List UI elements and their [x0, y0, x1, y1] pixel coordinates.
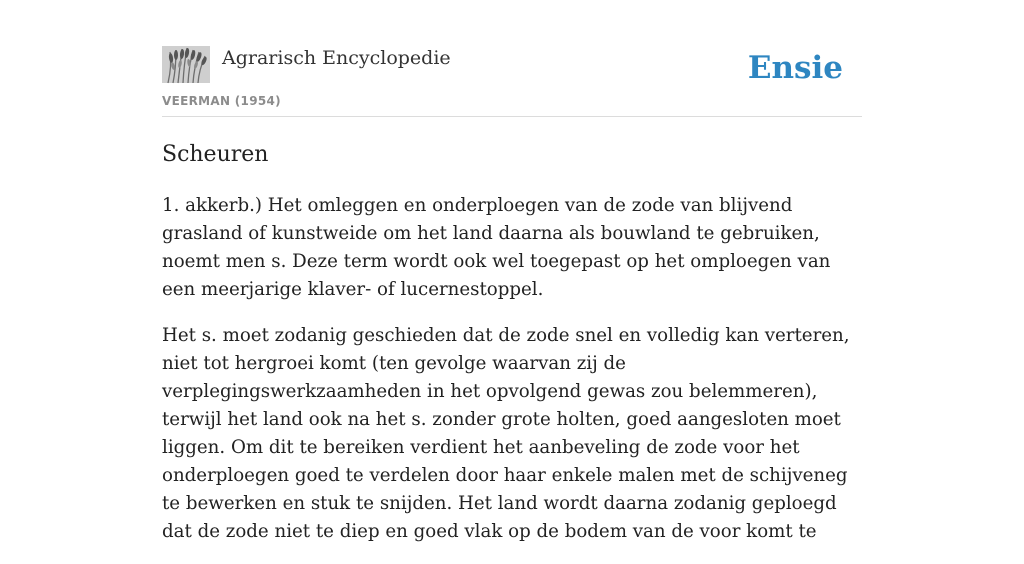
entry-title: Scheuren — [162, 142, 269, 167]
site-header — [162, 46, 862, 117]
brand-logo[interactable]: Ensie — [747, 50, 843, 86]
entry-paragraph: 1. akkerb.) Het omleggen en onderploegen van de zode van blijvend grasland of kunstweide om het land daarna als bouwland te gebruiken, noemt men s. Deze term wordt ook wel toegepast op het omploegen van een meerjarige klaver- of lucernestoppel. — [162, 195, 831, 300]
book-title[interactable]: Agrarisch Encyclopedie — [222, 47, 451, 69]
entry-body — [162, 192, 862, 564]
wheat-ears-icon[interactable] — [162, 46, 210, 83]
entry-paragraph: Het s. moet zodanig geschieden dat de zode snel en volledig kan verteren, niet tot hergroei komt (ten gevolge waarvan zij de verplegingswerkzaamheden in het opvolgend gewas zou belemmeren), terwijl het land ook na het s. zonder grote holten, goed aangesloten moet liggen. Om dit te bereiken verdient het aanbeveling de zode voor het onderploegen goed te verdelen door haar enkele malen met de schijveneg te bewerken en stuk te snijden. Het land wordt daarna zodanig geploegd dat de zode niet te diep en goed vlak op de bodem van de voor komt te — [162, 325, 850, 542]
author-label[interactable]: VEERMAN (1954) — [162, 94, 281, 108]
